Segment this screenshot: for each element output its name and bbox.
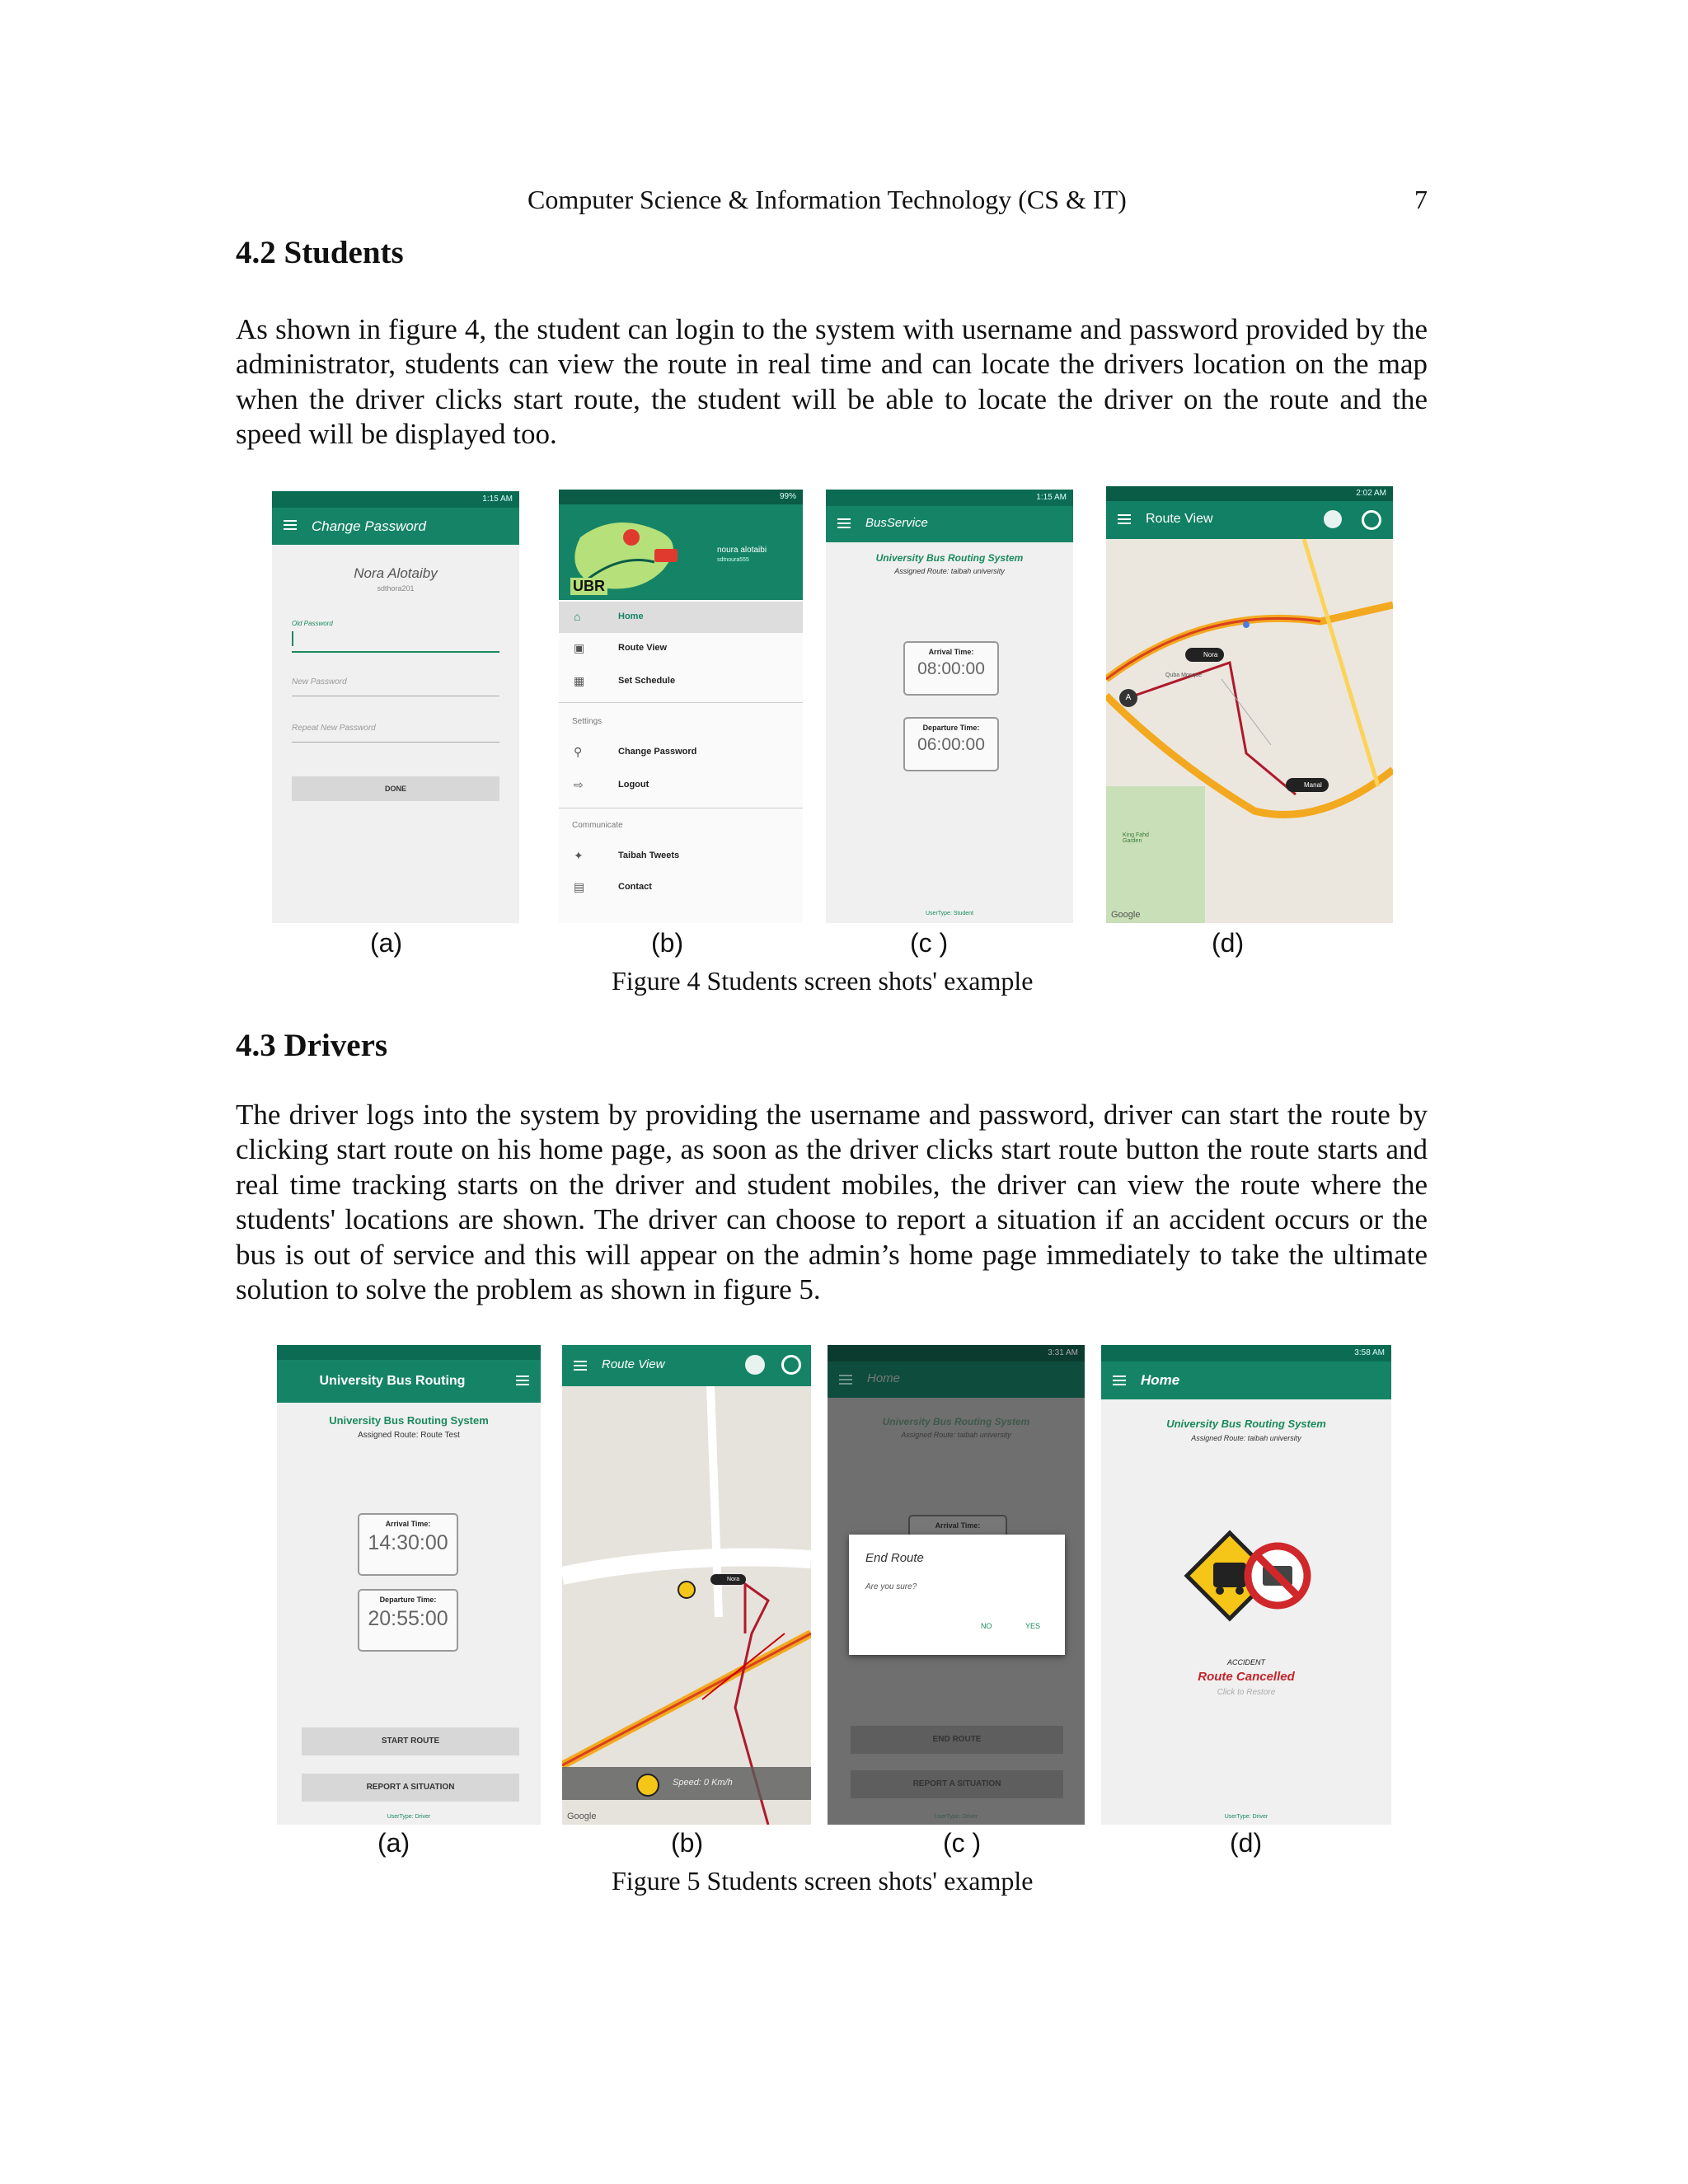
old-password-field[interactable] bbox=[292, 651, 499, 653]
status-bar bbox=[277, 1345, 541, 1360]
dialog-message: Are you sure? bbox=[865, 1582, 917, 1591]
toolbar-title: BusService bbox=[865, 516, 928, 530]
new-password-field[interactable]: New Password bbox=[292, 677, 347, 687]
toolbar bbox=[1101, 1361, 1391, 1399]
drawer-user-name: noura alotaibi bbox=[717, 546, 767, 555]
departure-time-value: 20:55:00 bbox=[368, 1607, 448, 1630]
text-cursor bbox=[292, 631, 293, 646]
screenshot-5c bbox=[828, 1345, 1085, 1825]
menu-icon[interactable] bbox=[839, 1372, 852, 1387]
student-name: Nora Alotaiby bbox=[354, 565, 438, 581]
arrival-time-value: 14:30:00 bbox=[368, 1531, 448, 1554]
google-logo: Google bbox=[1111, 910, 1141, 920]
screenshot-5b bbox=[562, 1345, 811, 1825]
assigned-route: Assigned Route: Route Test bbox=[358, 1431, 460, 1440]
system-title: University Bus Routing System bbox=[1166, 1418, 1326, 1430]
system-title: University Bus Routing System bbox=[875, 552, 1024, 564]
status-bar: 2:02 AM bbox=[1106, 486, 1393, 501]
drawer-item-logout[interactable]: ⇨ Logout bbox=[574, 778, 649, 791]
subfigure-label: (c ) bbox=[943, 1828, 982, 1858]
student-username: sdthora201 bbox=[377, 584, 415, 593]
map-place-label: King Fahd Garden bbox=[1123, 832, 1149, 844]
drawer-item-contact[interactable]: ▤ Contact bbox=[574, 880, 652, 893]
user-type: UserType: Driver bbox=[1224, 1814, 1268, 1820]
twitter-icon: ✦ bbox=[574, 849, 584, 862]
bus-location-icon[interactable] bbox=[745, 1355, 765, 1375]
student-marker[interactable]: Nora bbox=[710, 1574, 746, 1585]
map-place-label: Quba Mosque bbox=[1165, 673, 1202, 678]
settings-label: Settings bbox=[572, 717, 603, 726]
communicate-label: Communicate bbox=[572, 821, 623, 830]
status-bar: 1:15 AM bbox=[826, 490, 1073, 506]
old-password-label: Old Password bbox=[292, 620, 333, 627]
accident-label: ACCIDENT bbox=[1226, 1658, 1265, 1666]
drawer-item-taibah-tweets[interactable]: ✦ Taibah Tweets bbox=[574, 849, 680, 862]
drawer-item-change-password[interactable]: ⚲ Change Password bbox=[574, 745, 697, 758]
calendar-icon: ▦ bbox=[574, 674, 585, 687]
drawer-user-id: sdtnoura555 bbox=[717, 557, 749, 563]
app-logo-text: UBR bbox=[570, 578, 607, 595]
dialog-title: End Route bbox=[865, 1551, 924, 1565]
departure-time-value: 06:00:00 bbox=[917, 735, 985, 754]
status-bar: 1:15 AM bbox=[272, 491, 519, 508]
speed-readout: Speed: 0 Km/h bbox=[673, 1778, 733, 1788]
section-heading-students: 4.2 Students bbox=[236, 235, 404, 270]
google-logo: Google bbox=[567, 1811, 597, 1821]
toolbar bbox=[828, 1361, 1085, 1398]
end-route-dialog bbox=[849, 1535, 1065, 1655]
screenshot-5a bbox=[277, 1345, 541, 1825]
restore-link[interactable]: Click to Restore bbox=[1217, 1688, 1276, 1697]
status-bar: 3:58 AM bbox=[1101, 1345, 1391, 1361]
done-button[interactable]: DONE bbox=[292, 776, 499, 801]
toolbar bbox=[277, 1360, 541, 1403]
drawer-item-home[interactable]: ⌂ Home bbox=[559, 602, 803, 633]
map-roads bbox=[562, 1386, 811, 1825]
menu-icon[interactable] bbox=[574, 1358, 587, 1373]
contact-card-icon: ▤ bbox=[574, 880, 585, 893]
toolbar-title: Route View bbox=[602, 1357, 665, 1371]
map-roads bbox=[1106, 539, 1393, 923]
drawer-item-route-view[interactable]: ▣ Route View bbox=[574, 641, 668, 654]
assigned-route: Assigned Route: taibah university bbox=[1191, 1434, 1301, 1442]
assigned-route: Assigned Route: taibah university bbox=[901, 1431, 1011, 1439]
menu-icon[interactable] bbox=[837, 516, 851, 531]
toolbar-title: Home bbox=[867, 1371, 901, 1385]
dialog-no-button[interactable]: NO bbox=[981, 1622, 992, 1630]
menu-icon[interactable] bbox=[516, 1373, 529, 1388]
status-bar: 3:31 AM bbox=[828, 1345, 1085, 1361]
screenshot-4c bbox=[826, 490, 1073, 923]
user-type: UserType: Driver bbox=[387, 1814, 431, 1820]
repeat-password-field[interactable]: Repeat New Password bbox=[292, 724, 376, 733]
bus-location-icon[interactable] bbox=[1324, 510, 1342, 528]
system-title: University Bus Routing System bbox=[882, 1416, 1030, 1427]
screenshot-4d bbox=[1106, 486, 1393, 923]
user-type: UserType: Student bbox=[926, 911, 973, 916]
end-route-button[interactable]: END ROUTE bbox=[851, 1726, 1063, 1754]
start-point-marker[interactable]: A bbox=[1119, 689, 1137, 707]
route-cancelled-status: Route Cancelled bbox=[1198, 1670, 1295, 1684]
menu-icon[interactable] bbox=[284, 518, 297, 532]
subfigure-label: (a) bbox=[370, 928, 403, 958]
toolbar-title: Change Password bbox=[312, 518, 426, 534]
figure-5-caption: Figure 5 Students screen shots' example bbox=[612, 1866, 1034, 1896]
key-icon: ⚲ bbox=[574, 745, 583, 758]
student-marker[interactable]: Nora bbox=[1185, 648, 1224, 662]
logout-icon: ⇨ bbox=[574, 778, 584, 791]
arrival-time-box: Arrival Time: 14:30:00 bbox=[358, 1513, 458, 1576]
drawer-item-set-schedule[interactable]: ▦ Set Schedule bbox=[574, 674, 676, 687]
map-view[interactable] bbox=[1106, 539, 1393, 923]
user-type: UserType: Driver bbox=[934, 1814, 978, 1820]
accident-warning-icon[interactable] bbox=[1184, 1530, 1324, 1645]
report-situation-button[interactable]: REPORT A SITUATION bbox=[302, 1774, 519, 1802]
toolbar bbox=[1106, 501, 1393, 539]
departure-time-box: Departure Time: 20:55:00 bbox=[358, 1589, 458, 1652]
screenshot-4a bbox=[272, 491, 519, 923]
arrival-time-box: Arrival Time: 08:00:00 bbox=[903, 641, 999, 696]
student-marker[interactable]: Manal bbox=[1286, 778, 1329, 792]
divider bbox=[559, 702, 803, 703]
toolbar-title: University Bus Routing bbox=[319, 1374, 466, 1388]
system-title: University Bus Routing System bbox=[329, 1414, 489, 1427]
page-number: 7 bbox=[1414, 185, 1428, 214]
arrival-time-box: Arrival Time: bbox=[908, 1515, 1007, 1551]
home-icon: ⌂ bbox=[574, 610, 581, 623]
arrival-time-value: 08:00:00 bbox=[917, 659, 985, 678]
speed-bar bbox=[562, 1767, 811, 1800]
subfigure-label: (d) bbox=[1230, 1828, 1263, 1858]
subfigure-label: (b) bbox=[671, 1828, 704, 1858]
toolbar bbox=[272, 508, 519, 545]
section-heading-drivers: 4.3 Drivers bbox=[236, 1028, 388, 1063]
subfigure-label: (b) bbox=[651, 928, 684, 958]
toolbar bbox=[826, 506, 1073, 542]
repeat-password-underline bbox=[292, 742, 499, 743]
menu-icon[interactable] bbox=[1113, 1373, 1126, 1388]
my-location-icon[interactable] bbox=[781, 1355, 801, 1375]
status-bar: 99% bbox=[559, 490, 803, 504]
report-situation-button[interactable]: REPORT A SITUATION bbox=[851, 1770, 1063, 1798]
subfigure-label: (d) bbox=[1212, 928, 1245, 958]
students-paragraph: As shown in figure 4, the student can login to the system with username and password provided by the administrator, students can view the route in real time and can locate the drivers location on the map when the driver clicks start route, the student will be able to locate the driver on the route and the speed will be displayed too. bbox=[236, 313, 1428, 451]
drawer-header bbox=[559, 504, 803, 600]
menu-icon[interactable] bbox=[1118, 512, 1131, 527]
map-icon: ▣ bbox=[574, 641, 585, 654]
toolbar-title: Route View bbox=[1146, 512, 1213, 526]
bus-icon bbox=[636, 1774, 659, 1797]
toolbar-title: Home bbox=[1141, 1372, 1180, 1388]
subfigure-label: (c ) bbox=[910, 928, 949, 958]
my-location-icon[interactable] bbox=[1362, 510, 1381, 530]
drivers-paragraph: The driver logs into the system by providing the username and password, driver can start the route by clicking start route on his home page, as soon as the driver clicks start route button the route starts and real time tracking starts on the driver and student mobiles, the driver can view the route where the students' locations are shown. The driver can choose to report a situation if an accident occurs or the bus is out of service and this will appear on the admin’s home page immediately to take the ultimate solution to solve the problem as shown in figure 5. bbox=[236, 1099, 1428, 1306]
running-title: Computer Science & Information Technology (CS & IT) bbox=[528, 185, 1127, 214]
figure-4-caption: Figure 4 Students screen shots' example bbox=[612, 966, 1034, 996]
screenshot-4b bbox=[559, 490, 803, 923]
dialog-yes-button[interactable]: YES bbox=[1025, 1622, 1041, 1630]
departure-time-box: Departure Time: 06:00:00 bbox=[903, 717, 999, 771]
subfigure-label: (a) bbox=[377, 1828, 410, 1858]
assigned-route: Assigned Route: taibah university bbox=[894, 567, 1005, 575]
map-view[interactable] bbox=[562, 1386, 811, 1825]
start-route-button[interactable]: START ROUTE bbox=[302, 1727, 519, 1755]
bus-marker-icon[interactable] bbox=[678, 1581, 696, 1599]
screenshot-5d bbox=[1101, 1345, 1391, 1825]
toolbar bbox=[562, 1345, 811, 1386]
